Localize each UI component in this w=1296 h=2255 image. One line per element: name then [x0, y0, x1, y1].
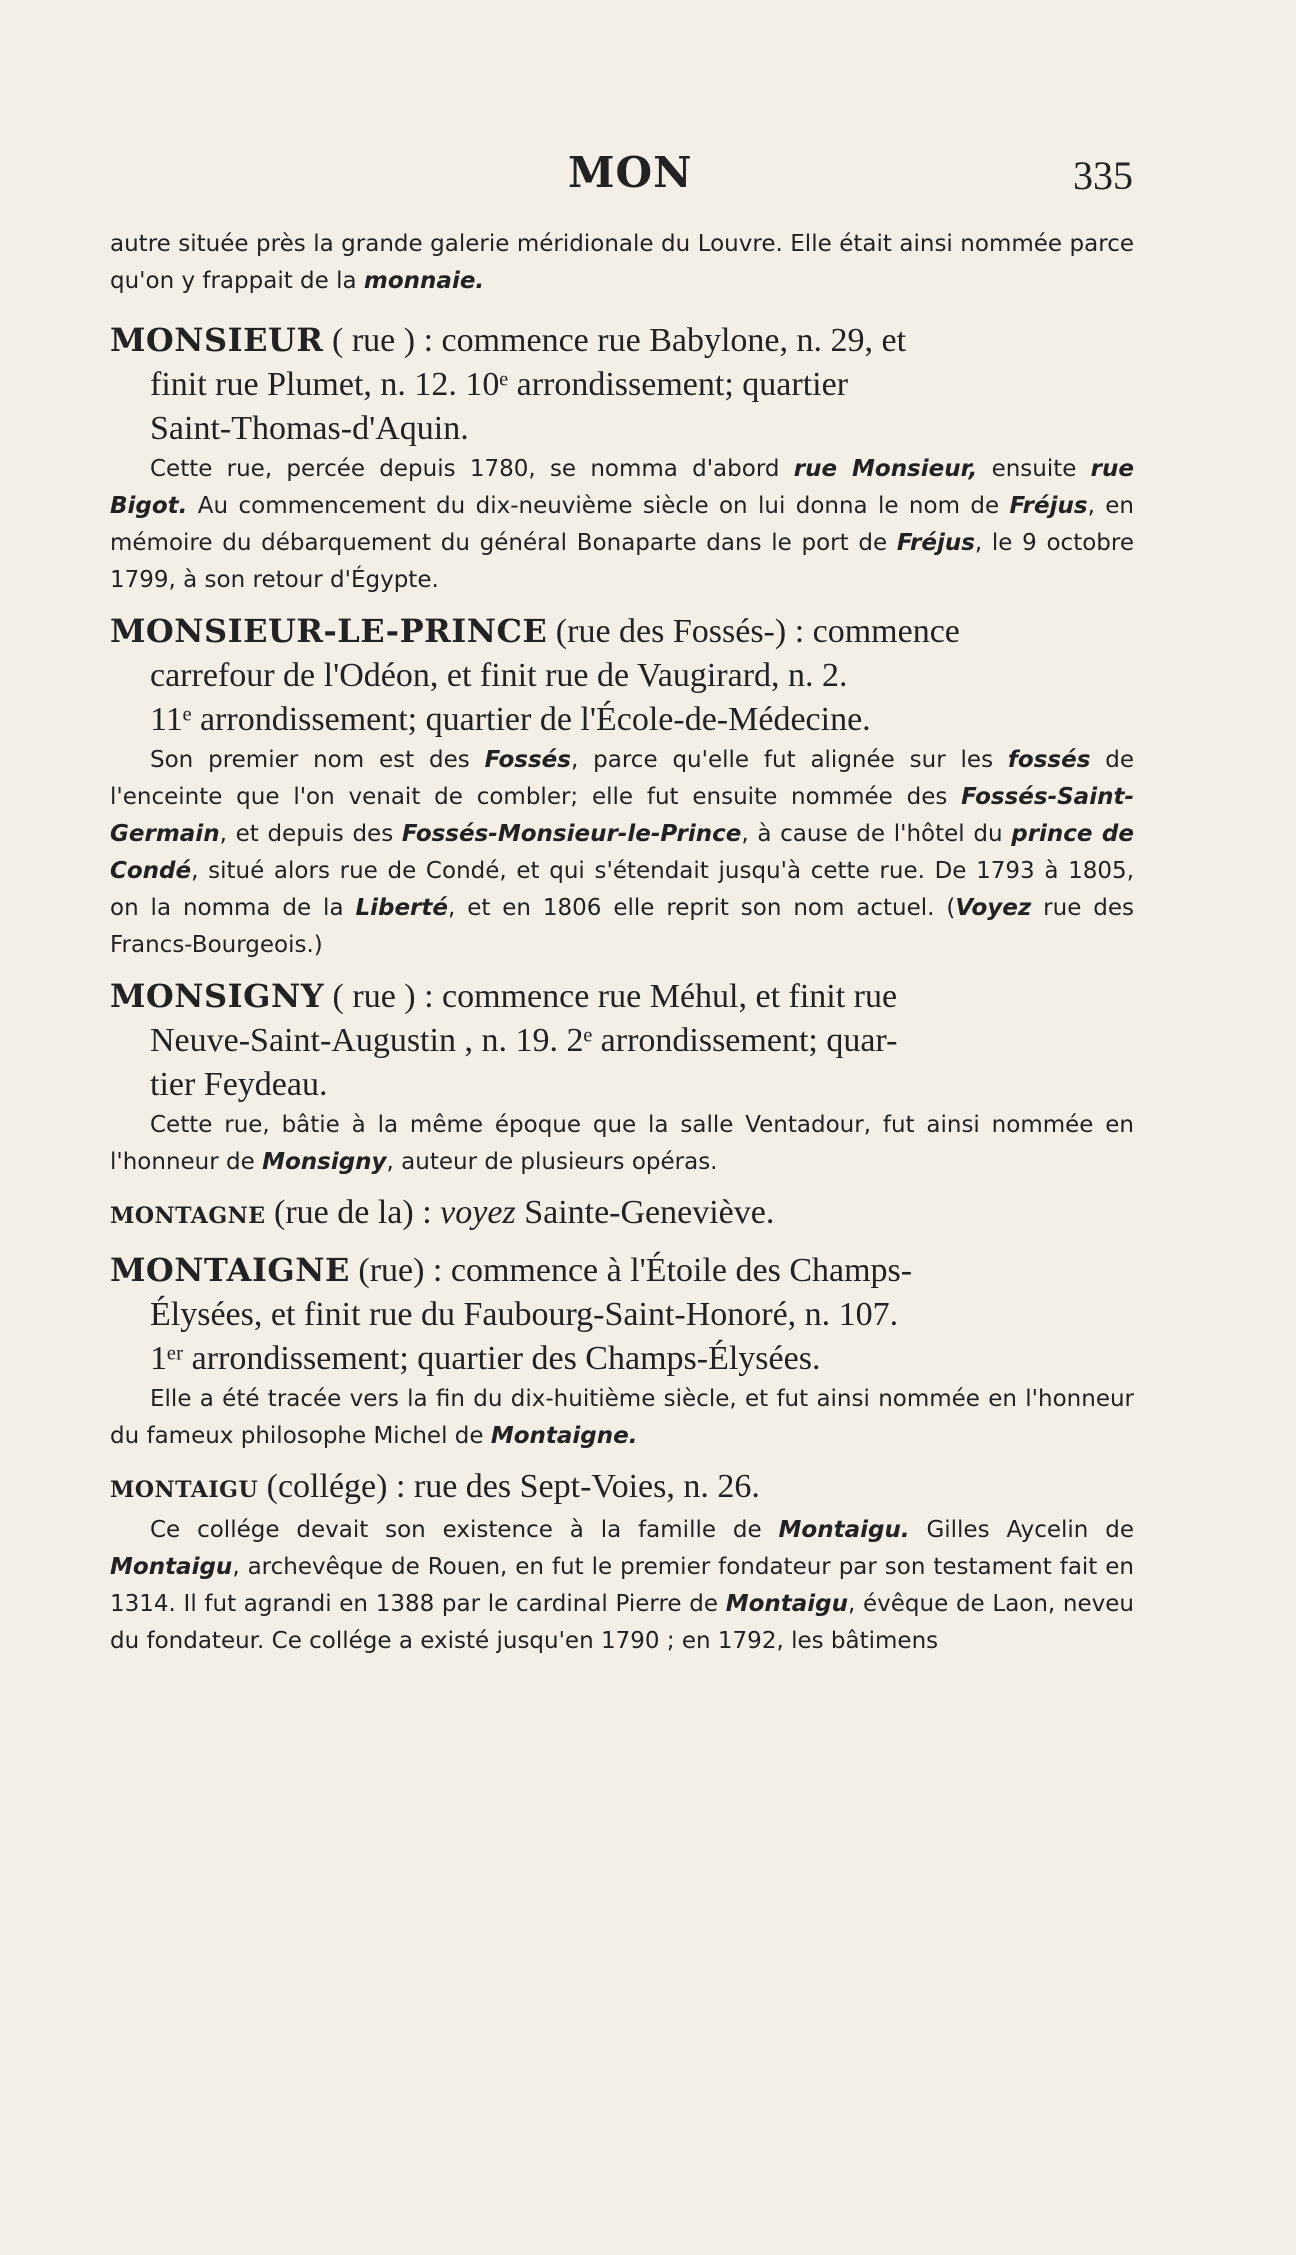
entry-monsieur: MONSIEUR ( rue ) : commence rue Babylone, n. 29, et finit rue Plumet, n. 12. 10ᵉ arrondissement; quartier Saint-Thomas-d'Aquin. [110, 321, 907, 447]
running-head: MON [568, 148, 693, 197]
entry-montaigu: MONTAIGU (collége) : rue des Sept-Voies, n. 26. [110, 1468, 760, 1505]
entry-description: Son premier nom est des Fossés, parce qu'elle fut alignée sur les fossés de l'enceinte que l'on venait de combler; elle fut ensuite nommée des Fossés-Saint-Germain, et depuis des Fossés-Monsieur-le-Prince, à cause de l'hôtel du prince de Condé, situé alors rue de Condé, et qui s'étendait jusqu'à cette rue. De 1793 à 1805, on la nomma de la Liberté, et en 1806 elle reprit son nom actuel. (Voyez rue des Francs-Bourgeois.) [110, 747, 1134, 958]
headword: MONTAIGNE [110, 1251, 350, 1289]
entry-description: Elle a été tracée vers la fin du dix-huitième siècle, et fut ainsi nommée en l'honneur du fameux philosophe Michel de Montaigne. [110, 1386, 1134, 1449]
entry-description: Cette rue, bâtie à la même époque que la salle Ventadour, fut ainsi nommée en l'honneur de Monsigny, auteur de plusieurs opéras. [110, 1112, 1134, 1175]
entry-description: Ce collége devait son existence à la famille de Montaigu. Gilles Aycelin de Montaigu, archevêque de Rouen, en fut le premier fondateur par son testament fait en 1314. Il fut agrandi en 1388 par le cardinal Pierre de Montaigu, évêque de Laon, neveu du fondateur. Ce collége a existé jusqu'en 1790 ; en 1792, les bâtimens [110, 1517, 1135, 1654]
headword: MONSIGNY [110, 977, 325, 1015]
entry-description: Cette rue, percée depuis 1780, se nomma d'abord rue Monsieur, ensuite rue Bigot. Au commencement du dix-neuvième siècle on lui donna le nom de Fréjus, en mémoire du débarquement du général Bonaparte dans le port de Fréjus, le 9 octobre 1799, à son retour d'Égypte. [110, 456, 1134, 593]
headword: MONTAIGU [110, 1477, 259, 1503]
entry-montagne: MONTAGNE (rue de la) : voyez Sainte-Geneviève. [110, 1194, 775, 1231]
headword: MONTAGNE [110, 1203, 266, 1229]
entry-monsigny: MONSIGNY ( rue ) : commence rue Méhul, et finit rue Neuve-Saint-Augustin , n. 19. 2ᵉ arrondissement; quar- tier Feydeau. [110, 977, 898, 1103]
headword: MONSIEUR-LE-PRINCE [110, 612, 548, 650]
entry-montaigne: MONTAIGNE (rue) : commence à l'Étoile des Champs- Élysées, et finit rue du Faubourg-Saint-Honoré, n. 107. 1ᵉʳ arrondissement; quartier des Champs-Élysées. [110, 1251, 913, 1377]
page-number: 335 [1073, 153, 1133, 198]
intro-paragraph: autre située près la grande galerie méridionale du Louvre. Elle était ainsi nommée parce qu'on y frappait de la monnaie. [110, 231, 1134, 294]
page-header [0, 148, 1296, 208]
headword: MONSIEUR [110, 321, 324, 359]
entry-monsieur-le-prince: MONSIEUR-LE-PRINCE (rue des Fossés-) : commence carrefour de l'Odéon, et finit rue de Vaugirard, n. 2. 11ᵉ arrondissement; quartier de l'École-de-Médecine. [110, 612, 960, 738]
page-body [110, 226, 1134, 1670]
